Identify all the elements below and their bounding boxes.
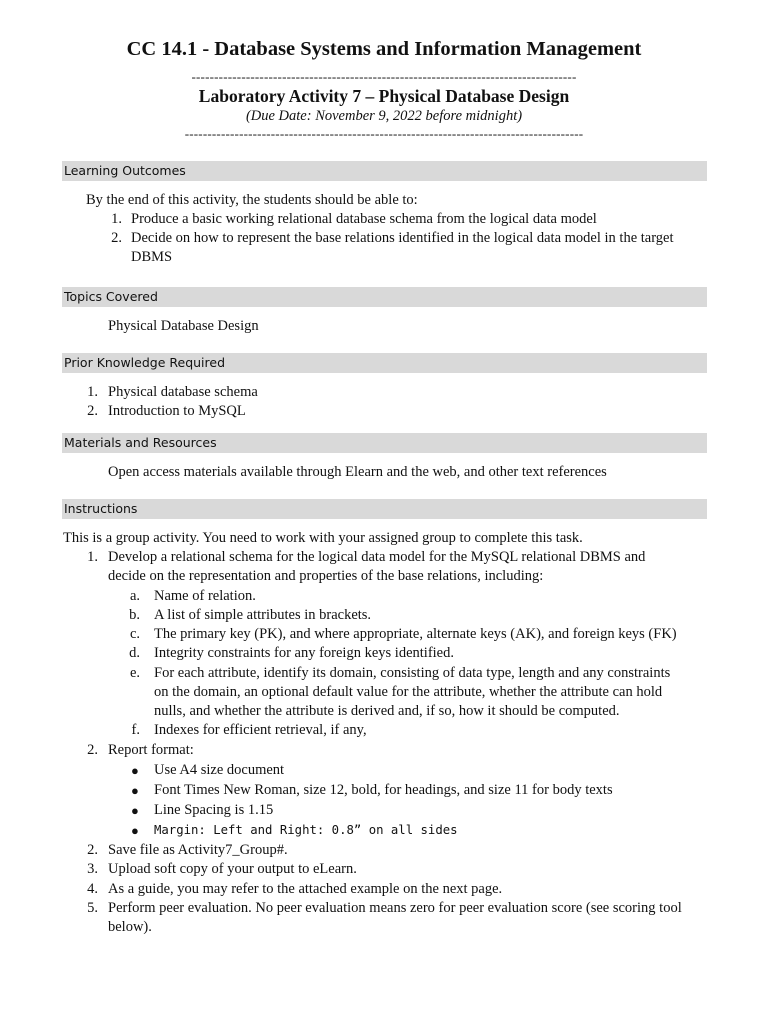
sub-item-text: Integrity constraints for any foreign keys identified. xyxy=(154,645,454,661)
list-item-text: DBMS xyxy=(131,249,173,265)
section-heading-learning-outcomes: Learning Outcomes xyxy=(62,161,707,181)
step-number: 1. xyxy=(87,549,98,565)
section-heading-prior-knowledge: Prior Knowledge Required xyxy=(62,353,707,373)
sub-item-text: Indexes for efficient retrieval, if any, xyxy=(154,722,367,738)
sub-item-letter: f. xyxy=(131,722,140,738)
step-number: 3. xyxy=(87,861,98,877)
due-date: (Due Date: November 9, 2022 before midnight) xyxy=(245,108,523,124)
divider-bottom: ---------------------------------------------------------------------------------------- xyxy=(184,127,584,141)
bullet-text: Font Times New Roman, size 12, bold, for headings, and size 11 for body texts xyxy=(154,782,613,798)
divider-top: ------------------------------------------------------------------------------------- xyxy=(191,70,577,84)
list-item-number: 1. xyxy=(87,384,98,400)
sub-item-text: For each attribute, identify its domain, consisting of data type, length and any constraints xyxy=(154,665,671,681)
step-text: Perform peer evaluation. No peer evaluation means zero for peer evaluation score (see scoring tool xyxy=(108,900,682,916)
bullet-text: Margin: Left and Right: 0.8” on all sides xyxy=(154,823,458,837)
section-heading-materials: Materials and Resources xyxy=(62,433,707,453)
bullet-icon: ● xyxy=(131,783,139,798)
bullet-text: Use A4 size document xyxy=(154,762,285,778)
list-item-text: Physical database schema xyxy=(108,384,258,400)
bullet-text: Line Spacing is 1.15 xyxy=(154,802,274,818)
list-item-text: Decide on how to represent the base relations identified in the logical data model in the target xyxy=(131,230,674,246)
section-heading-instructions: Instructions xyxy=(62,499,707,519)
step-text: decide on the representation and properties of the base relations, including: xyxy=(108,568,544,584)
sub-item-letter: a. xyxy=(129,588,140,604)
step-text: Upload soft copy of your output to eLearn. xyxy=(108,861,357,877)
course-title: CC 14.1 - Database Systems and Information Management xyxy=(126,38,642,60)
materials-text: Open access materials available through Elearn and the web, and other text references xyxy=(108,464,607,480)
topics-covered-text: Physical Database Design xyxy=(108,318,259,334)
learning-outcomes-intro: By the end of this activity, the students should be able to: xyxy=(86,192,418,208)
sub-item-text: on the domain, an optional default value for the attribute, whether the attribute can hold xyxy=(154,684,663,700)
sub-item-text: Name of relation. xyxy=(154,588,256,604)
step-text: Report format: xyxy=(108,742,194,758)
activity-title: Laboratory Activity 7 – Physical Database Design xyxy=(198,86,570,106)
list-item-number: 2. xyxy=(87,403,98,419)
sub-item-text: nulls, and whether the attribute is derived and, if so, how it should be computed. xyxy=(154,703,620,719)
step-number: 4. xyxy=(87,881,98,897)
step-text: Develop a relational schema for the logical data model for the MySQL relational DBMS and xyxy=(108,549,646,565)
sub-item-text: A list of simple attributes in brackets. xyxy=(154,607,372,623)
bullet-icon: ● xyxy=(131,823,139,838)
step-number: 2. xyxy=(87,742,98,758)
list-item-text: Introduction to MySQL xyxy=(108,403,246,419)
instructions-intro: This is a group activity. You need to work with your assigned group to complete this task. xyxy=(63,530,583,546)
step-text: below). xyxy=(108,919,152,935)
sub-item-letter: b. xyxy=(129,607,140,623)
sub-item-text: The primary key (PK), and where appropriate, alternate keys (AK), and foreign keys (FK) xyxy=(154,626,677,642)
bullet-icon: ● xyxy=(131,803,139,818)
step-number: 5. xyxy=(87,900,98,916)
sub-item-letter: e. xyxy=(129,665,140,681)
section-heading-topics-covered: Topics Covered xyxy=(62,287,707,307)
list-item-number: 1. xyxy=(111,211,122,227)
sub-item-letter: d. xyxy=(129,645,140,661)
list-item-text: Produce a basic working relational database schema from the logical data model xyxy=(131,211,597,227)
list-item-number: 2. xyxy=(111,230,122,246)
step-number: 2. xyxy=(87,842,98,858)
bullet-icon: ● xyxy=(131,763,139,778)
sub-item-letter: c. xyxy=(129,626,140,642)
step-text: As a guide, you may refer to the attached example on the next page. xyxy=(108,881,503,897)
step-text: Save file as Activity7_Group#. xyxy=(108,842,288,858)
